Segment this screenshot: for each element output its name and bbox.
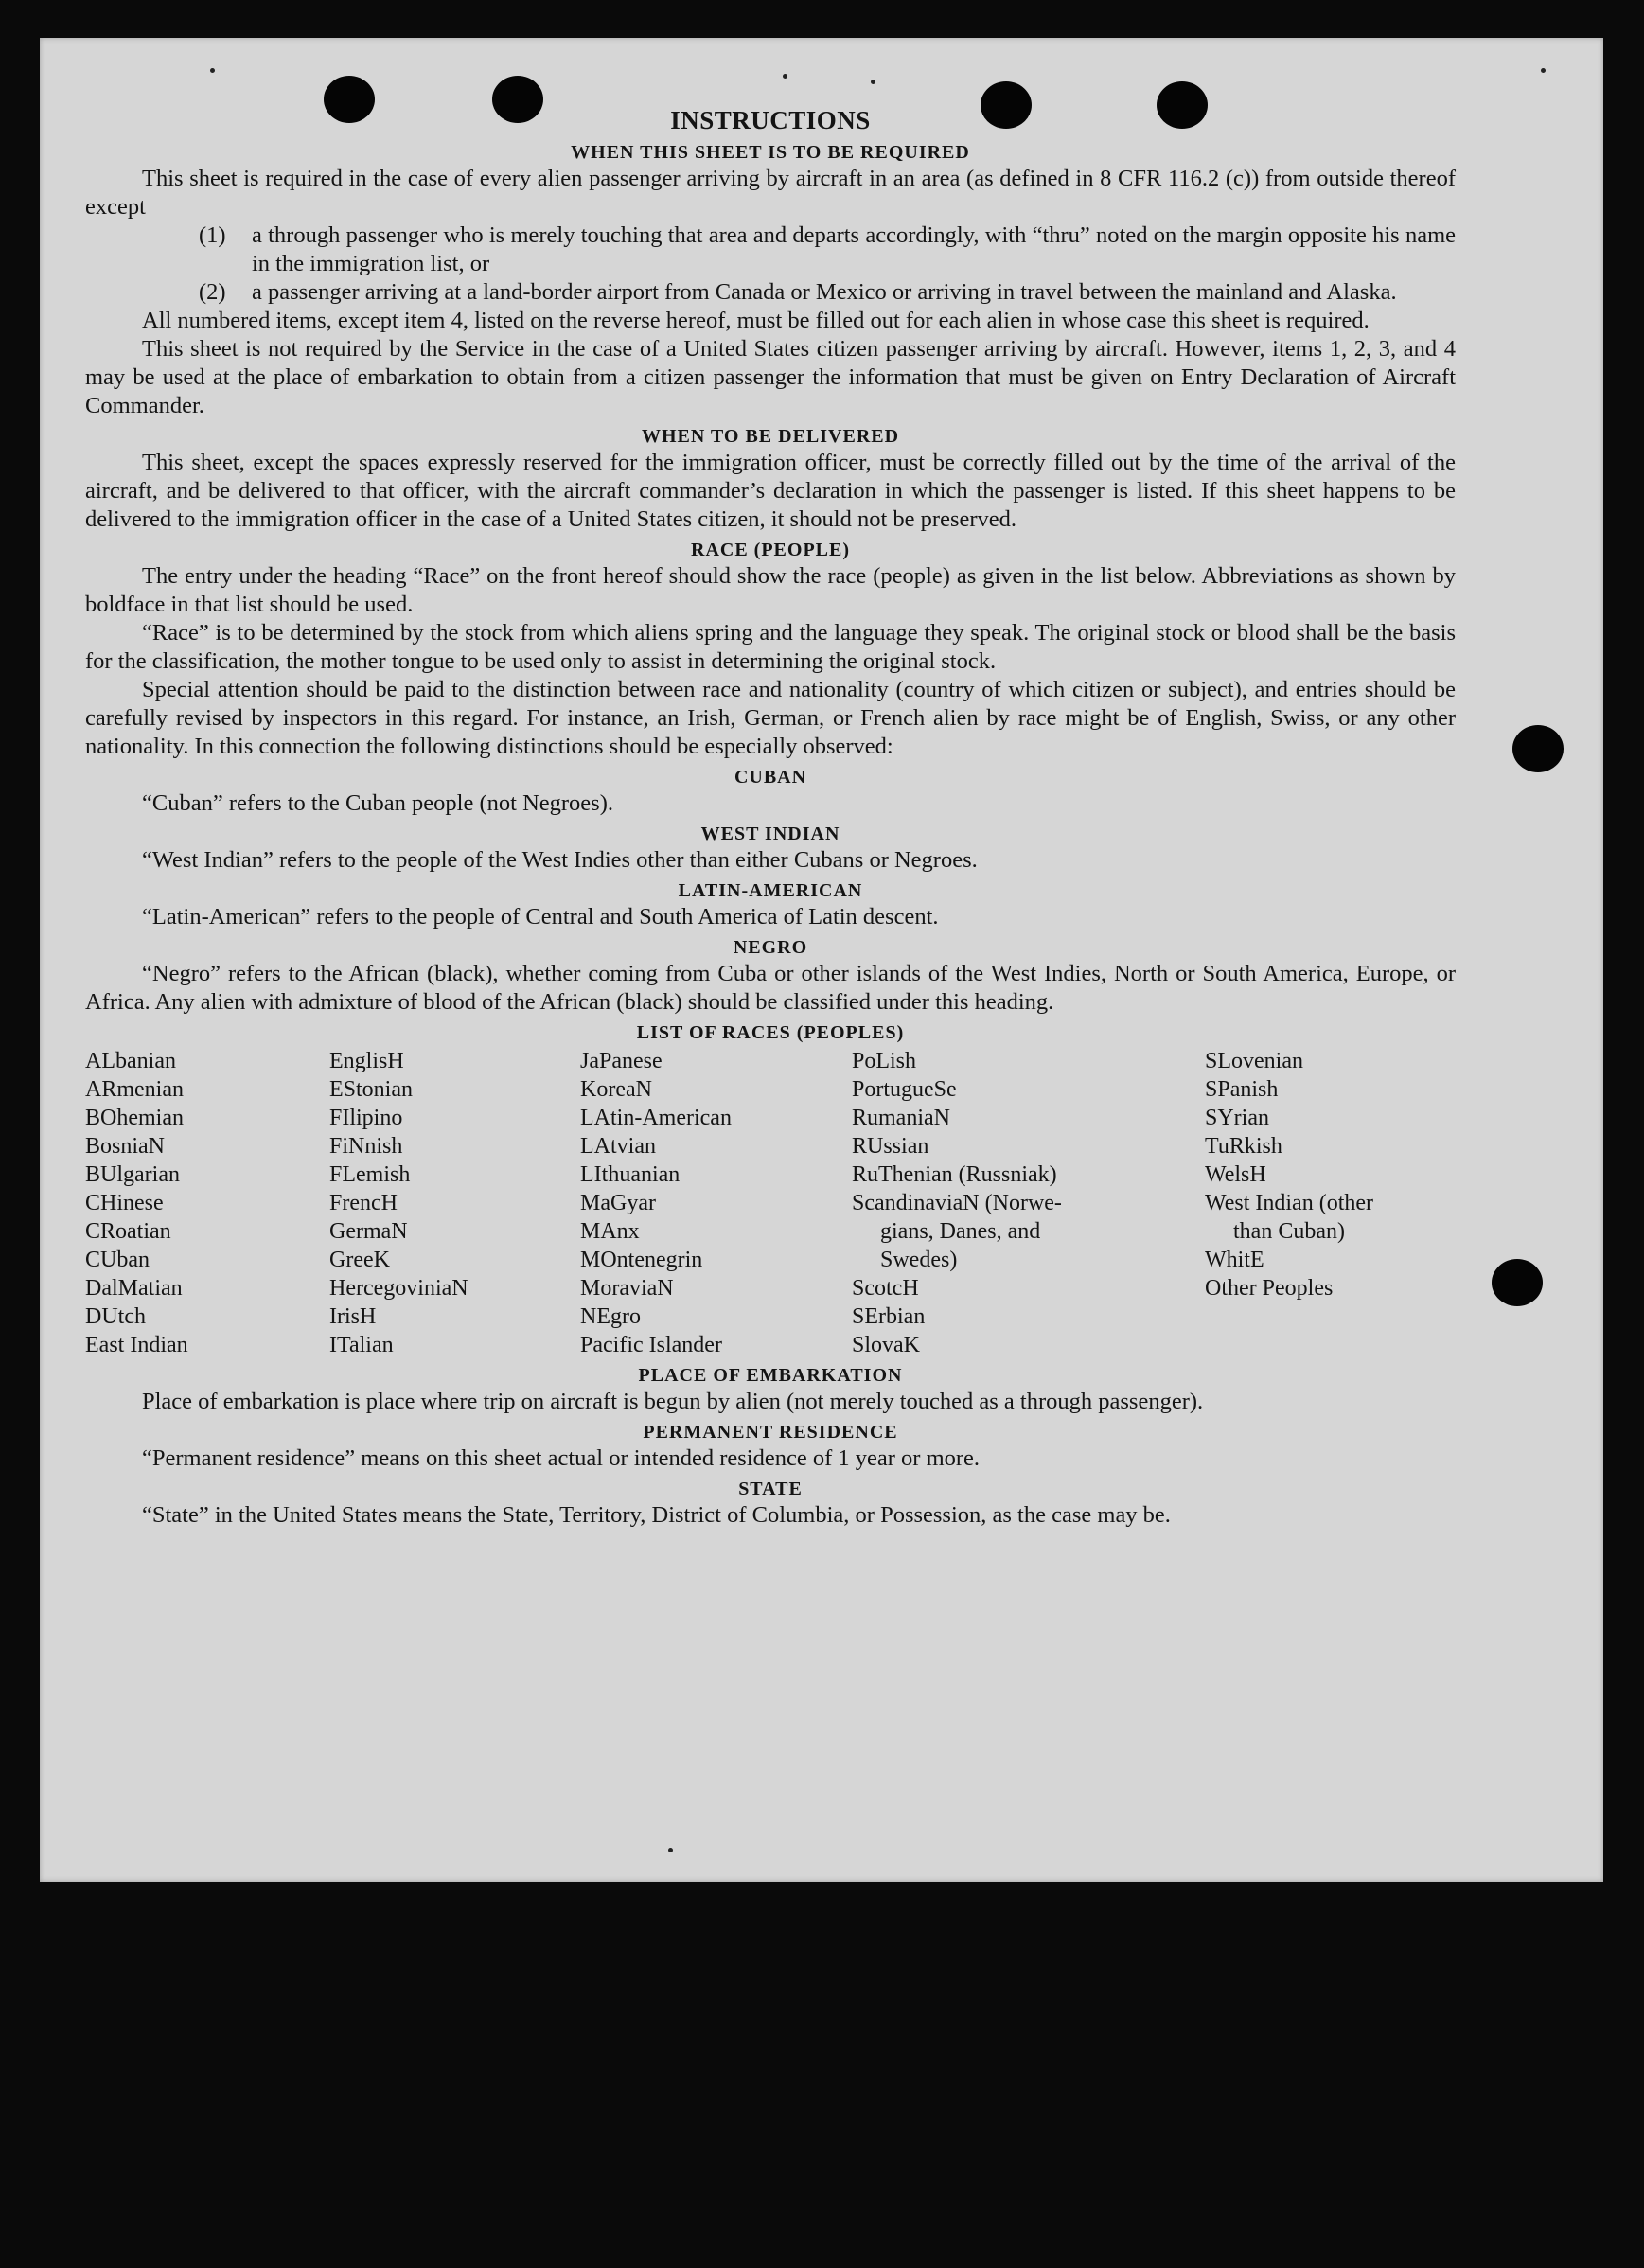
item-number: (1) — [199, 222, 226, 248]
paragraph: This sheet is not required by the Service in the case of a United States citizen passenger arriving by aircraft. However, items 1, 2, 3, and 4 may be used at the place of embarkation to obtain from a citizen passenger the information that must be given on Entry Declaration of Aircraft Commander. — [85, 336, 1456, 418]
race-entry: GermaN — [329, 1219, 408, 1244]
list-item — [85, 278, 1456, 307]
paragraph: Place of embarkation is place where trip on aircraft is begun by alien (not merely touched as a through passenger). — [142, 1389, 1204, 1414]
race-entry: Other Peoples — [1205, 1276, 1334, 1301]
paragraph: “Latin-American” refers to the people of Central and South America of Latin descent. — [142, 904, 939, 930]
section-heading-when-required: WHEN THIS SHEET IS TO BE REQUIRED — [571, 142, 970, 163]
paragraph: All numbered items, except item 4, listed on the reverse hereof, must be filled out for each alien in whose case this sheet is required. — [142, 308, 1370, 333]
race-entry: RumaniaN — [852, 1106, 950, 1130]
race-entry: LAtin-American — [580, 1106, 732, 1130]
race-list — [85, 1047, 1456, 1359]
race-entry: LIthuanian — [580, 1162, 681, 1187]
speck — [210, 68, 215, 73]
section-heading-west-indian: WEST INDIAN — [700, 824, 840, 844]
race-entry: SlovaK — [852, 1333, 920, 1357]
race-column — [852, 1047, 1205, 1359]
punch-hole — [1512, 725, 1564, 772]
section-heading-race: RACE (PEOPLE) — [691, 540, 850, 560]
section-heading-cuban: CUBAN — [734, 767, 807, 788]
paragraph: “Cuban” refers to the Cuban people (not Negroes). — [142, 790, 613, 816]
race-entry: Pacific Islander — [580, 1333, 722, 1357]
race-entry: IrisH — [329, 1304, 377, 1329]
paragraph: This sheet, except the spaces expressly reserved for the immigration officer, must be correctly filled out by the time of the arrival of the aircraft, and be delivered to that officer, with the aircraft commander’s declaration in which the passenger is listed. If this sheet happens to be delivered to the immigration officer in the case of a United States citizen, it should not be preserved. — [85, 450, 1456, 532]
race-entry: ScandinaviaN (Norwe- — [852, 1191, 1062, 1215]
race-entry: ARmenian — [85, 1077, 184, 1102]
item-text: a passenger arriving at a land-border airport from Canada or Mexico or arriving in travel between the mainland and Alaska. — [252, 279, 1397, 305]
section-heading-state: STATE — [738, 1479, 803, 1499]
section-heading-latin-american: LATIN-AMERICAN — [678, 880, 863, 901]
section-heading-residence: PERMANENT RESIDENCE — [643, 1422, 898, 1443]
punch-hole — [1492, 1259, 1543, 1306]
race-entry: JaPanese — [580, 1049, 663, 1073]
race-entry: HercegoviniaN — [329, 1276, 468, 1301]
paragraph: “West Indian” refers to the people of the West Indies other than either Cubans or Negroes. — [142, 847, 978, 873]
race-column — [1205, 1047, 1456, 1359]
race-entry: ScotcH — [852, 1276, 919, 1301]
race-entry: East Indian — [85, 1333, 188, 1357]
race-entry: BOhemian — [85, 1106, 184, 1130]
race-entry: DUtch — [85, 1304, 146, 1329]
race-entry: RUssian — [852, 1134, 929, 1159]
race-entry: FIlipino — [329, 1106, 403, 1130]
section-heading-negro: NEGRO — [733, 937, 808, 958]
race-entry: ALbanian — [85, 1049, 176, 1073]
race-entry: WelsH — [1205, 1162, 1266, 1187]
race-entry: SLovenian — [1205, 1049, 1303, 1073]
race-entry: West Indian (other — [1205, 1191, 1374, 1215]
race-column — [580, 1047, 852, 1359]
race-entry: SPanish — [1205, 1077, 1279, 1102]
race-entry: ITalian — [329, 1333, 394, 1357]
paragraph: “State” in the United States means the State, Territory, District of Columbia, or Possession, as the case may be. — [142, 1502, 1171, 1528]
paragraph: This sheet is required in the case of every alien passenger arriving by aircraft in an area (as defined in 8 CFR 116.2 (c)) from outside thereof except — [85, 166, 1456, 220]
race-entry: EnglisH — [329, 1049, 404, 1073]
race-entry: MaGyar — [580, 1191, 656, 1215]
list-item — [85, 221, 1456, 278]
speck — [668, 1848, 673, 1852]
race-column — [85, 1047, 329, 1359]
race-entry: SYrian — [1205, 1106, 1269, 1130]
race-entry: Swedes) — [880, 1248, 958, 1272]
race-entry: BosniaN — [85, 1134, 165, 1159]
speck — [871, 80, 875, 84]
race-entry: PortugueSe — [852, 1077, 957, 1102]
race-entry: EStonian — [329, 1077, 413, 1102]
race-entry: DalMatian — [85, 1276, 183, 1301]
section-heading-embarkation: PLACE OF EMBARKATION — [638, 1365, 903, 1386]
paragraph: The entry under the heading “Race” on the front hereof should show the race (people) as given in the list below. Abbreviations as shown by boldface in that list should be used. — [85, 563, 1456, 617]
race-entry: gians, Danes, and — [880, 1219, 1041, 1244]
race-entry: PoLish — [852, 1049, 917, 1073]
paragraph: Special attention should be paid to the distinction between race and nationality (country of which citizen or subject), and entries should be carefully revised by inspectors in this regard. For instance, an Irish, German, or French alien by race might be of English, Swiss, or any other nationality. In this connection the following distinctions should be especially observed: — [85, 677, 1456, 759]
section-heading-when-delivered: WHEN TO BE DELIVERED — [641, 426, 900, 447]
paragraph: “Negro” refers to the African (black), whether coming from Cuba or other islands of the West Indies, North or South America, Europe, or Africa. Any alien with admixture of blood of the African (black) should be classified under this heading. — [85, 961, 1456, 1015]
race-entry: LAtvian — [580, 1134, 656, 1159]
race-entry: MoraviaN — [580, 1276, 674, 1301]
item-text: a through passenger who is merely touching that area and departs accordingly, with “thru” noted on the margin opposite his name in the immigration list, or — [252, 222, 1456, 276]
race-entry: than Cuban) — [1233, 1219, 1345, 1244]
race-entry: SErbian — [852, 1304, 926, 1329]
race-entry: BUlgarian — [85, 1162, 180, 1187]
race-entry: TuRkish — [1205, 1134, 1282, 1159]
race-entry: FLemish — [329, 1162, 411, 1187]
speck — [783, 74, 787, 79]
page-title: INSTRUCTIONS — [670, 106, 871, 134]
race-entry: KoreaN — [580, 1077, 652, 1102]
race-entry: MAnx — [580, 1219, 640, 1244]
race-entry: CRoatian — [85, 1219, 171, 1244]
item-number: (2) — [199, 279, 226, 305]
section-heading-list-of-races: LIST OF RACES (PEOPLES) — [636, 1022, 905, 1043]
paragraph: “Permanent residence” means on this sheet actual or intended residence of 1 year or more. — [142, 1445, 981, 1471]
race-entry: FiNnish — [329, 1134, 403, 1159]
instructions-content — [85, 104, 1456, 1530]
paragraph: “Race” is to be determined by the stock from which aliens spring and the language they speak. The original stock or blood shall be the basis for the classification, the mother tongue to be used only to assist in determining the original stock. — [85, 620, 1456, 674]
race-entry: RuThenian (Russniak) — [852, 1162, 1057, 1187]
race-entry: FrencH — [329, 1191, 398, 1215]
race-entry: WhitE — [1205, 1248, 1264, 1272]
race-entry: CUban — [85, 1248, 150, 1272]
race-entry: NEgro — [580, 1304, 641, 1329]
speck — [1541, 68, 1546, 73]
race-entry: CHinese — [85, 1191, 164, 1215]
race-column — [329, 1047, 580, 1359]
race-entry: MOntenegrin — [580, 1248, 703, 1272]
race-entry: GreeK — [329, 1248, 390, 1272]
